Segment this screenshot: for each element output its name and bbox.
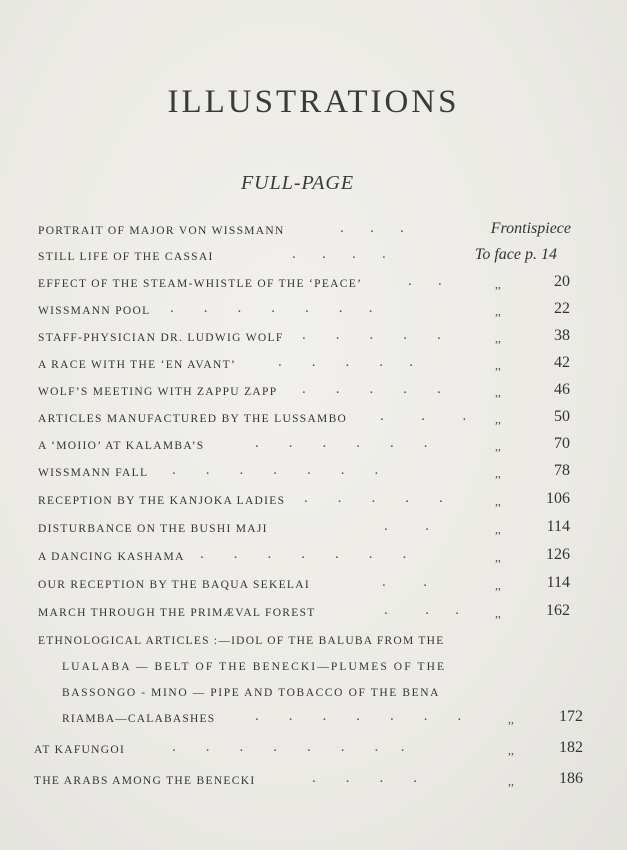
entry-label: WISSMANN FALL xyxy=(38,467,149,479)
page-reference: Frontispiece xyxy=(490,220,571,237)
ditto-mark: ,, xyxy=(495,578,501,592)
entry-label-line: ETHNOLOGICAL ARTICLES :—IDOL OF THE BALUBA FROM THE xyxy=(38,635,445,647)
page-reference: 182 xyxy=(559,739,583,756)
entry-label: PORTRAIT OF MAJOR VON WISSMANN xyxy=(38,225,285,237)
list-item xyxy=(0,356,627,376)
page-title: ILLUSTRATIONS xyxy=(167,84,460,120)
ditto-mark: ,, xyxy=(495,277,501,291)
list-item xyxy=(0,710,627,730)
entry-label: A ‘MOIIO’ AT KALAMBA’S xyxy=(38,440,205,452)
page-reference: 106 xyxy=(546,490,570,507)
list-item xyxy=(0,410,627,430)
entry-label: OUR RECEPTION BY THE BAQUA SEKELAI xyxy=(38,579,310,591)
ditto-mark: ,, xyxy=(495,331,501,345)
leader-dots: . . . . . xyxy=(304,490,443,506)
ditto-mark: ,, xyxy=(508,774,514,788)
list-item xyxy=(0,576,627,596)
leader-dots: . . . . xyxy=(312,770,417,786)
list-item xyxy=(0,329,627,349)
ditto-mark: ,, xyxy=(495,412,501,426)
ditto-mark: ,, xyxy=(495,358,501,372)
leader-dots: . . . . . . xyxy=(255,435,428,451)
list-item xyxy=(0,772,627,792)
list-item xyxy=(0,520,627,540)
entry-label: A RACE WITH THE ‘EN AVANT’ xyxy=(38,359,237,371)
ditto-mark: ,, xyxy=(495,550,501,564)
list-item xyxy=(0,741,627,761)
page-reference: 78 xyxy=(554,462,570,479)
entry-label-line: BASSONGO - MINO — PIPE AND TOBACCO OF THE BENA xyxy=(62,687,441,699)
section-heading: FULL-PAGE xyxy=(240,172,355,194)
ditto-mark: ,, xyxy=(495,606,501,620)
ditto-mark: ,, xyxy=(495,466,501,480)
leader-dots: . . . . . xyxy=(278,354,413,370)
leader-dots: . . xyxy=(384,518,429,534)
list-item xyxy=(0,302,627,322)
leader-dots: . . . xyxy=(340,220,404,236)
leader-dots: . . xyxy=(382,574,427,590)
ditto-mark: ,, xyxy=(508,712,514,726)
ditto-mark: ,, xyxy=(495,304,501,318)
page-reference: 42 xyxy=(554,354,570,371)
page-reference: 38 xyxy=(554,327,570,344)
list-item xyxy=(0,492,627,512)
page-reference: 20 xyxy=(554,273,570,290)
entry-label: WOLF’S MEETING WITH ZAPPU ZAPP xyxy=(38,386,278,398)
entry-label: STILL LIFE OF THE CASSAI xyxy=(38,251,214,263)
ditto-mark: ,, xyxy=(495,439,501,453)
entry-label: STAFF-PHYSICIAN DR. LUDWIG WOLF xyxy=(38,332,284,344)
leader-dots: . . . . . . . xyxy=(200,546,407,562)
leader-dots: . . . xyxy=(380,408,467,424)
list-item xyxy=(0,248,627,268)
page-reference: 114 xyxy=(546,518,570,535)
list-item xyxy=(0,222,627,242)
leader-dots: . . . . . xyxy=(302,381,441,397)
leader-dots: . . . . . . . xyxy=(170,300,373,316)
ditto-mark: ,, xyxy=(495,385,501,399)
list-item xyxy=(0,437,627,457)
list-item xyxy=(0,275,627,295)
page-reference: 172 xyxy=(559,708,583,725)
entry-label-line: LUALABA — BELT OF THE BENECKI—PLUMES OF THE xyxy=(62,661,447,673)
leader-dots: . . . . . . . . xyxy=(172,739,405,755)
page-reference: 162 xyxy=(546,602,570,619)
entry-label: AT KAFUNGOI xyxy=(34,744,126,756)
list-item xyxy=(0,464,627,484)
entry-label: RIAMBA—CALABASHES xyxy=(62,713,216,725)
page-reference: 46 xyxy=(554,381,570,398)
entry-label: RECEPTION BY THE KANJOKA LADIES xyxy=(38,495,286,507)
entry-label: THE ARABS AMONG THE BENECKI xyxy=(34,775,256,787)
entry-label: ARTICLES MANUFACTURED BY THE LUSSAMBO xyxy=(38,413,348,425)
ditto-mark: ,, xyxy=(495,522,501,536)
entry-label: WISSMANN POOL xyxy=(38,305,151,317)
list-item xyxy=(0,383,627,403)
page-reference: 70 xyxy=(554,435,570,452)
page-reference: 114 xyxy=(546,574,570,591)
ditto-mark: ,, xyxy=(495,494,501,508)
list-item xyxy=(0,548,627,568)
entry-label: MARCH THROUGH THE PRIMÆVAL FOREST xyxy=(38,607,316,619)
page-reference: To face p. 14 xyxy=(474,246,557,263)
page-reference: 50 xyxy=(554,408,570,425)
leader-dots: . . . . . xyxy=(302,327,441,343)
entry-label: EFFECT OF THE STEAM-WHISTLE OF THE ‘PEACE’ xyxy=(38,278,363,290)
ditto-mark: ,, xyxy=(508,743,514,757)
page-reference: 22 xyxy=(554,300,570,317)
list-item xyxy=(0,604,627,624)
page-reference: 126 xyxy=(546,546,570,563)
leader-dots: . . xyxy=(408,273,442,289)
leader-dots: . . . xyxy=(384,602,459,618)
leader-dots: . . . . . . . xyxy=(172,462,379,478)
entry-label: A DANCING KASHAMA xyxy=(38,551,185,563)
entry-label: DISTURBANCE ON THE BUSHI MAJI xyxy=(38,523,268,535)
page-reference: 186 xyxy=(559,770,583,787)
leader-dots: . . . . . . . xyxy=(255,708,462,724)
leader-dots: . . . . xyxy=(292,246,386,262)
